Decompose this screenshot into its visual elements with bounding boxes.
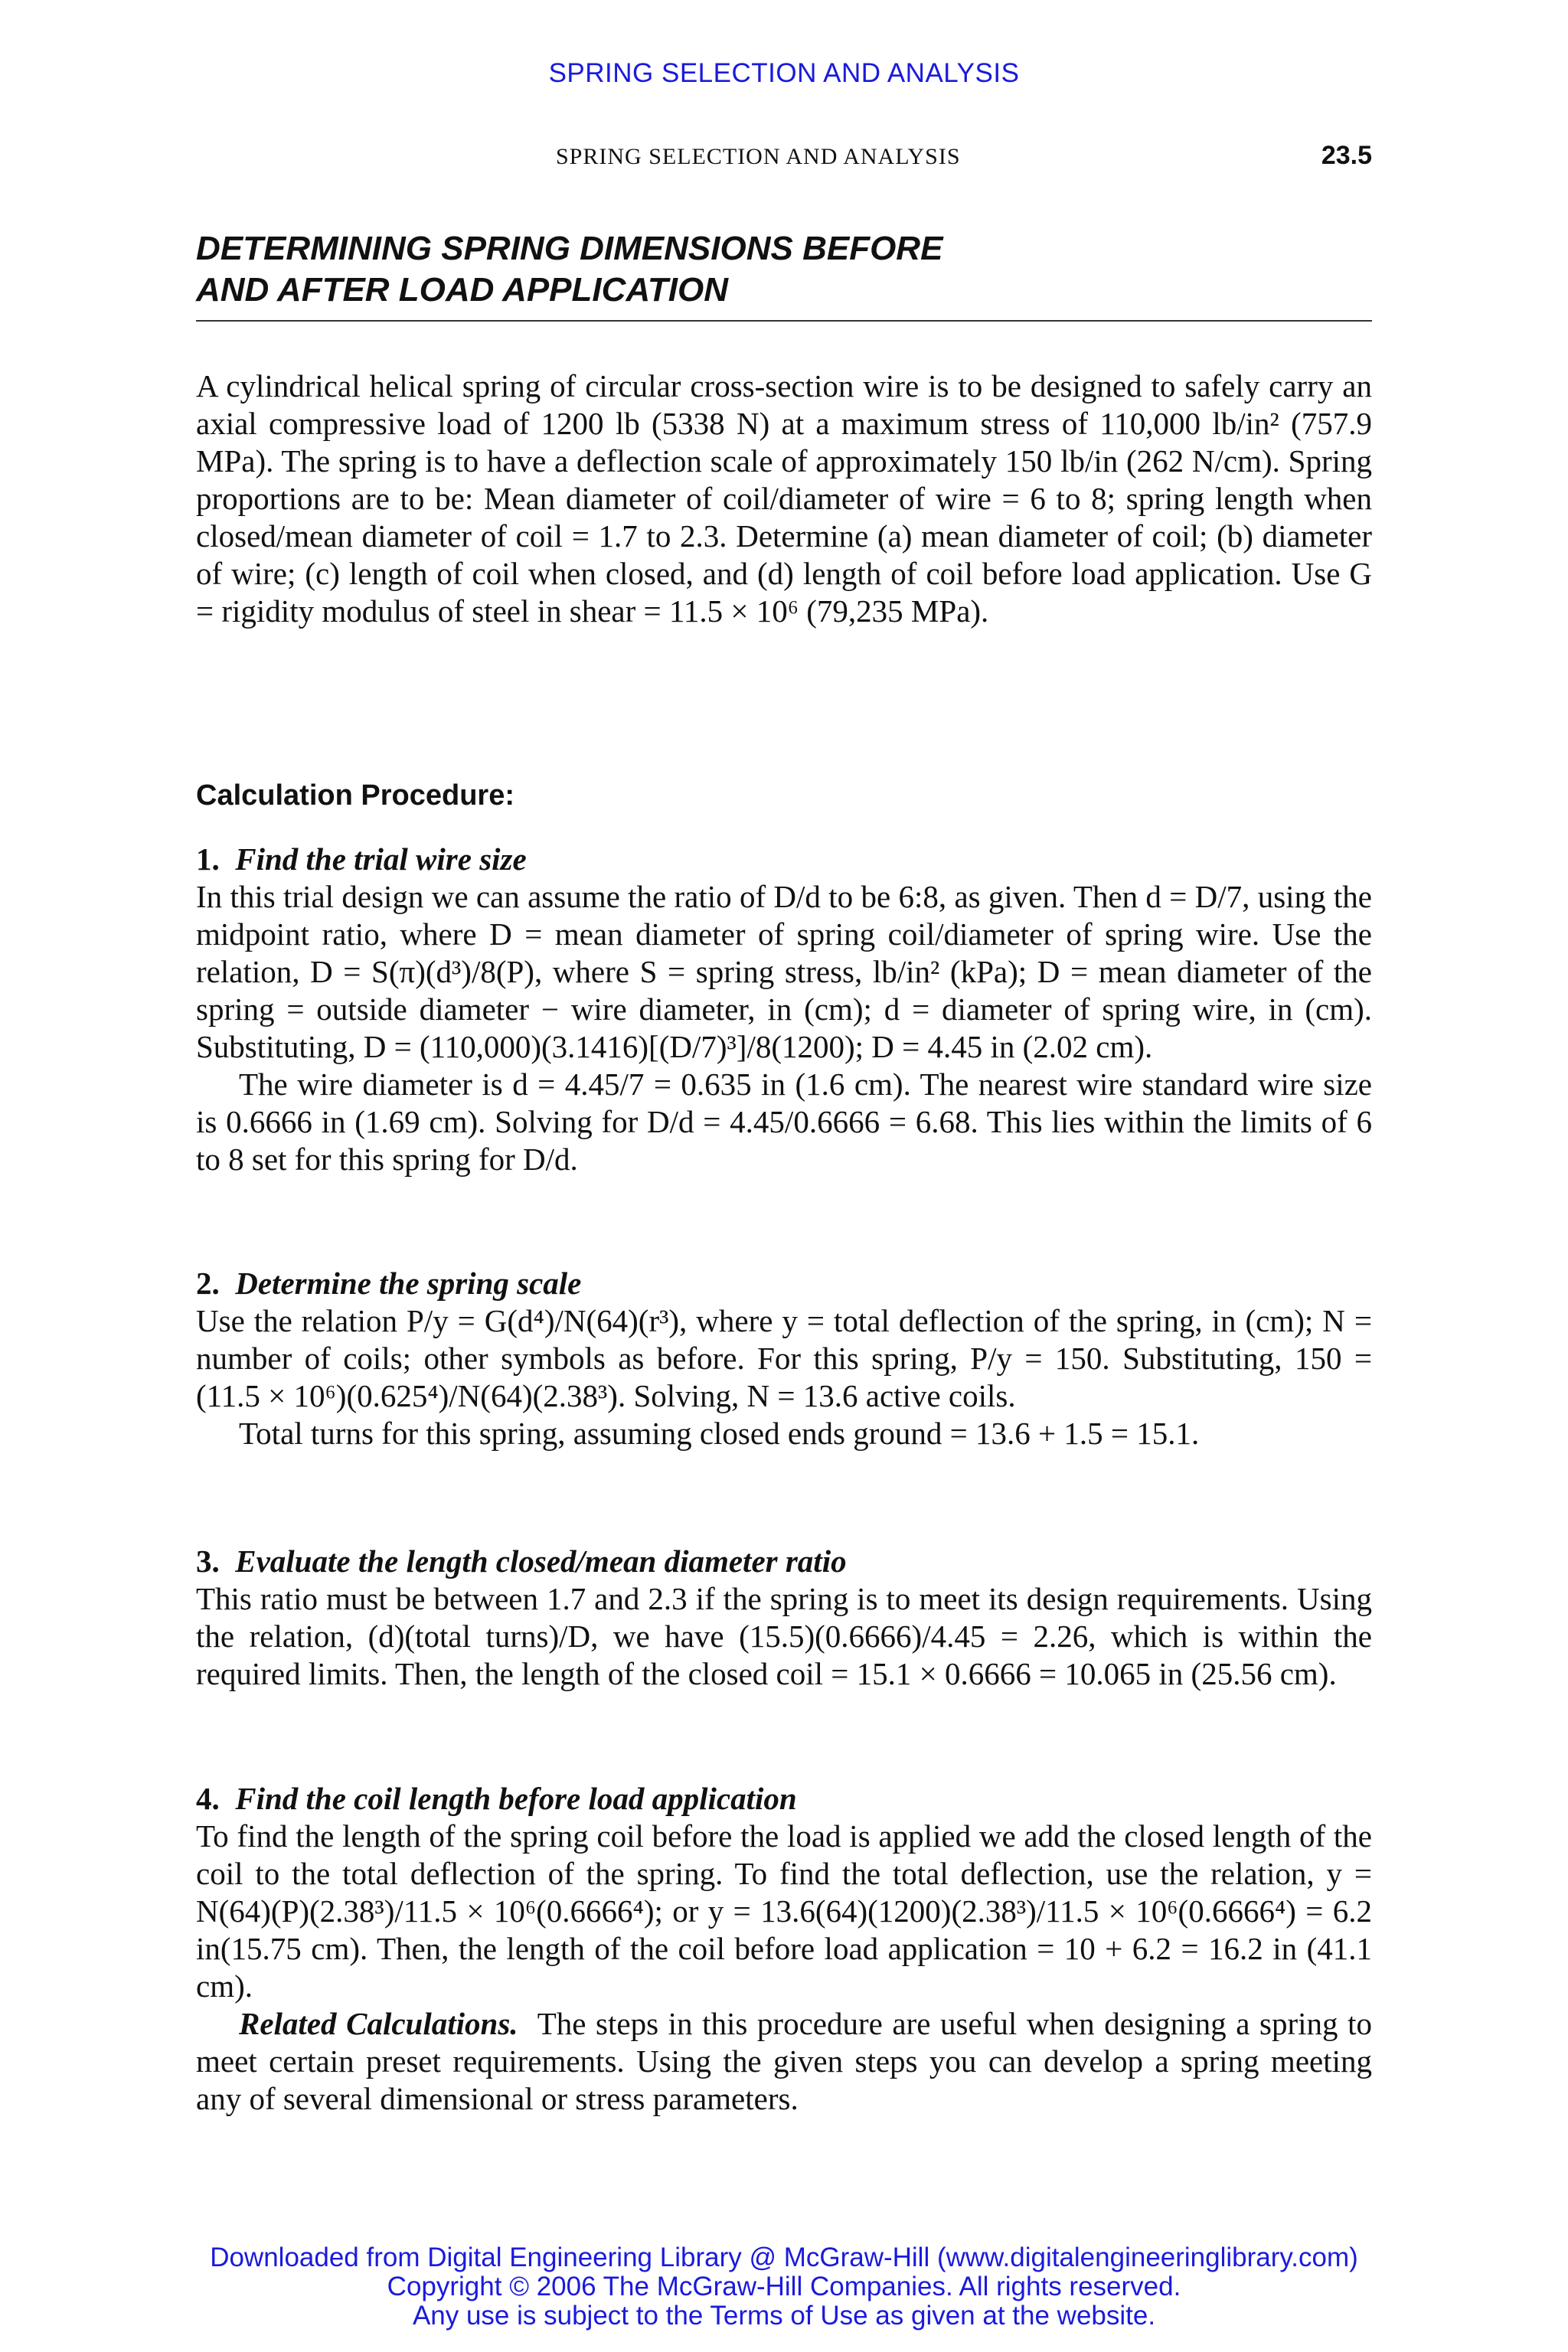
step-heading — [196, 1265, 1372, 1302]
footer-copyright[interactable]: Copyright © 2006 The McGraw-Hill Companies. All rights reserved. — [387, 2272, 1181, 2301]
step-heading — [196, 841, 1372, 878]
step-1 — [196, 841, 1372, 1178]
step-title: Evaluate the length closed/mean diameter ratio — [235, 1544, 847, 1579]
footer — [0, 2243, 1568, 2331]
section-title-line-1: DETERMINING SPRING DIMENSIONS BEFORE — [196, 230, 943, 267]
step-number: 3. — [196, 1544, 220, 1579]
step-number: 4. — [196, 1781, 220, 1816]
footer-terms-link[interactable]: Any use is subject to the Terms of Use as given at the website. — [412, 2301, 1156, 2331]
section-title — [196, 228, 1372, 311]
step-2 — [196, 1265, 1372, 1452]
title-divider — [196, 320, 1372, 322]
step-number: 2. — [196, 1266, 220, 1301]
step-paragraph: The wire diameter is d = 4.45/7 = 0.635 in (1.6 cm). The nearest wire standard wire size is 0.6666 in (1.69 cm). Solving for D/d = 4.45/0.6666 = 6.68. This lies within the limits of 6 to 8 set for this spring for D/d. — [196, 1067, 1372, 1177]
step-paragraph: This ratio must be between 1.7 and 2.3 if the spring is to meet its design requirements. Using the relation, (d)(total turns)/D, we have (15.5)(0.6666)/4.45 = 2.26, which is within the required limits. Then, the length of the closed coil = 15.1 × 0.6666 = 10.065 in (25.56 cm). — [196, 1581, 1372, 1691]
related-calculations-text: The steps in this procedure are useful when designing a spring to meet certain preset requirements. Using the given steps you can develop a spring meeting any of several dimensional or stress parameters. — [196, 2006, 1372, 2116]
step-4 — [196, 1780, 1372, 2118]
running-head — [196, 141, 1372, 179]
related-calculations — [196, 2005, 1372, 2118]
step-title: Find the trial wire size — [235, 841, 527, 877]
step-paragraph: To find the length of the spring coil before the load is applied we add the closed length of the coil to the total deflection of the spring. To find the total deflection, use the relation, y = N(64)(P)(2.38³)/11.5 × 10⁶(0.6666⁴); or y = 13.6(64)(1200)(2.38³)/11.5 × 10⁶(0.6666⁴) = 6.2 in(15.75 cm). Then, the length of the coil before load application = 10 + 6.2 = 16.2 in (41.1 cm). — [196, 1818, 1372, 2004]
section-title-line-2: AND AFTER LOAD APPLICATION — [196, 271, 728, 309]
top-chapter-link[interactable]: SPRING SELECTION AND ANALYSIS — [548, 58, 1020, 88]
calculation-procedure-heading: Calculation Procedure: — [196, 779, 514, 812]
step-title: Determine the spring scale — [235, 1266, 582, 1301]
step-number: 1. — [196, 841, 220, 877]
step-3 — [196, 1543, 1372, 1693]
related-calculations-label: Related Calculations. — [239, 2006, 518, 2041]
step-paragraph: Total turns for this spring, assuming closed ends ground = 13.6 + 1.5 = 15.1. — [239, 1416, 1200, 1451]
footer-download-link[interactable]: Downloaded from Digital Engineering Library @ McGraw-Hill (www.digitalengineeringlibrary.com) — [210, 2243, 1358, 2272]
step-paragraph: In this trial design we can assume the ratio of D/d to be 6:8, as given. Then d = D/7, using the midpoint ratio, where D = mean diameter of spring coil/diameter of spring wire. Use the relation, D = S(π)(d³)/8(P), where S = spring stress, lb/in² (kPa); D = mean diameter of the spring = outside diameter − wire diameter, in (cm); d = diameter of spring wire, in (cm). Substituting, D = (110,000)(3.1416)[(D/7)³]/8(1200); D = 4.45 in (2.02 cm). — [196, 879, 1372, 1064]
step-paragraph: Use the relation P/y = G(d⁴)/N(64)(r³), where y = total deflection of the spring, in (cm); N = number of coils; other symbols as before. For this spring, P/y = 150. Substituting, 150 = (11.5 × 10⁶)(0.625⁴)/N(64)(2.38³). Solving, N = 13.6 active coils. — [196, 1303, 1372, 1413]
page-number: 23.5 — [1321, 141, 1372, 170]
running-head-title: SPRING SELECTION AND ANALYSIS — [556, 144, 961, 169]
step-title: Find the coil length before load application — [235, 1781, 797, 1816]
problem-statement: A cylindrical helical spring of circular cross-section wire is to be designed to safely carry an axial compressive load of 1200 lb (5338 N) at a maximum stress of 110,000 lb/in² (757.9 MPa). The spring is to have a deflection scale of approximately 150 lb/in (262 N/cm). Spring proportions are to be: Mean diameter of coil/diameter of wire = 6 to 8; spring length when closed/mean diameter of coil = 1.7 to 2.3. Determine (a) mean diameter of coil; (b) diameter of wire; (c) length of coil when closed, and (d) length of coil before load application. Use G = rigidity modulus of steel in shear = 11.5 × 10⁶ (79,235 MPa). — [196, 368, 1372, 629]
step-heading — [196, 1543, 1372, 1580]
step-heading — [196, 1780, 1372, 1818]
